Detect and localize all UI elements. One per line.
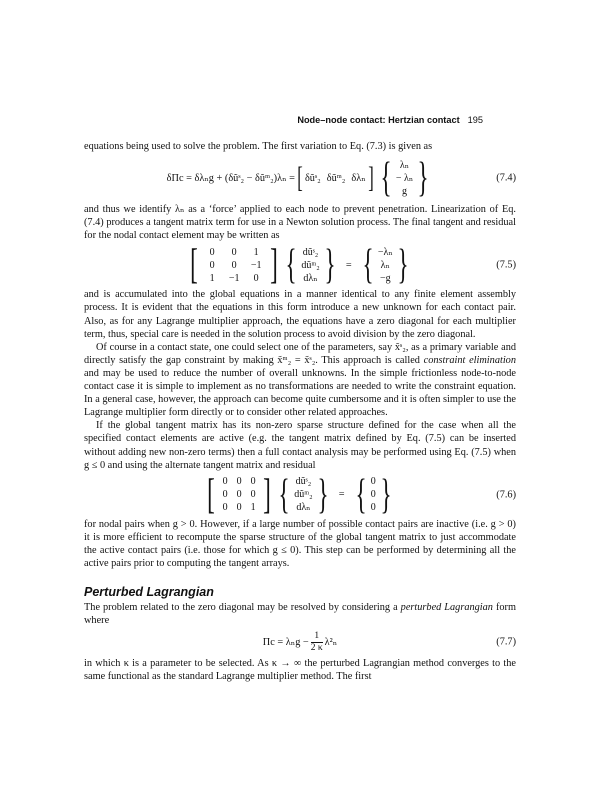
paragraph-2: and thus we identify λₙ as a ‘force’ applied to each node to prevent penetration. Linearization of Eq. (7.4) produces a tangent matrix term for use in a Newton solution process. The final tangent and residual for the nodal contact element may be written as [84,204,516,242]
eq76-m11: 0 [222,476,228,488]
eq75-m21: 0 [209,259,215,271]
eq77-number: (7.7) [496,636,516,648]
eq77-numerator: 1 [314,630,320,641]
eq75-r1: −λₙ [377,246,393,258]
text-column [84,140,516,684]
eq75-m31: 1 [209,272,215,284]
eq74-row-2: δũᵐ₂ [326,172,346,184]
running-head [297,114,483,127]
eq76-m12: 0 [236,476,242,488]
eq76-m23: 0 [250,489,256,501]
equation-7-5: [ 0 0 1 0 0 −1 1 −1 0 ] { dũˢ₂ dũᵐ₂ dλₙ } = { −λₙ λₙ −g } (7.5) [190,242,516,289]
eq76-m22: 0 [236,489,242,501]
eq75-m13: 1 [253,246,259,258]
paragraph-7-part-a: The problem related to the zero diagonal may be resolved by considering a [84,602,401,614]
eq75-m12: 0 [231,246,237,258]
eq75-rhs [378,246,393,285]
eq75-r3: −g [379,272,391,284]
paragraph-7-part-b: form where [84,602,516,627]
eq76-m33: 1 [250,502,256,514]
paragraph-7 [84,601,516,627]
eq77-denominator: 2 κ [310,642,323,653]
running-title: Node–node contact: Hertzian contact [297,115,460,125]
eq77-fraction [311,631,323,654]
equation-7-7 [84,627,516,657]
eq74-number: (7.4) [496,172,516,184]
eq76-matrix [218,475,260,514]
equation-7-6: [ 0 0 0 0 0 0 0 0 1 ] { dũˢ₂ dũᵐ₂ dλₙ } = { 0 0 0 } (7.6) [207,471,516,518]
eq74-row-1: δũˢ₂ [304,172,321,184]
eq75-r2: λₙ [380,259,390,271]
paragraph-1: equations being used to solve the problem. The first variation to Eq. (7.3) is given as [84,141,433,152]
eq76-r2: 0 [370,489,376,501]
paragraph-7-emphasis: perturbed Lagrangian [400,602,493,614]
eq75-m22: 0 [231,259,237,271]
eq76-m21: 0 [222,489,228,501]
eq74-column-vector [396,159,413,198]
paragraph-4-part-a: Of course in a contact state, one could select one of the parameters, say x̃ˢ₂, as a primary variable and directly satisfy the gap constraint by making x̃ᵐ₂ = x̃ˢ₂. This approach is called [84,341,516,366]
eq76-u3: dλₙ [296,502,311,514]
eq76-r1: 0 [370,476,376,488]
eq75-m33: 0 [253,272,259,284]
eq75-m23: −1 [250,259,262,271]
eq75-m11: 0 [209,246,215,258]
eq76-m31: 0 [222,502,228,514]
eq74-row-3: δλₙ [351,172,366,184]
eq75-u3: dλₙ [303,272,318,284]
section-title: Perturbed Lagrangian [84,585,214,600]
eq75-matrix [201,246,267,285]
eq76-rhs [371,475,376,514]
paragraph-4 [84,341,516,420]
eq76-u2: dũᵐ₂ [294,489,313,501]
eq74-col-2: − λₙ [395,172,414,184]
eq74-col-1: λₙ [399,159,410,171]
eq76-m13: 0 [250,476,256,488]
eq76-number: (7.6) [496,489,516,501]
eq77-tail: λ²ₙ [324,636,338,648]
eq75-unknowns [301,246,319,285]
eq75-m32: −1 [228,272,240,284]
paragraph-4-emphasis: constraint elimination [423,354,516,366]
paragraph-5: If the global tangent matrix has its non-zero sparse structure defined for the case when all the specified contact elements are active (e.g. the tangent matrix defined by Eq. (7.5) can be inserted without adding new non-zero terms) then a full contact analysis may be performed using Eq. (7.5) when g ≤ 0 and using the alternate tangent matrix and residual [84,420,516,471]
eq76-unknowns [294,475,312,514]
eq76-r3: 0 [370,502,376,514]
eq74-lhs: δΠc = δλₙg + (δũˢ₂ − δũᵐ₂)λₙ = [166,172,295,184]
eq74-col-3: g [401,185,407,197]
eq77-lhs: Πc = λₙg − [262,636,309,648]
eq76-m32: 0 [236,502,242,514]
equation-7-4: δΠc = δλₙg + (δũˢ₂ − δũᵐ₂)λₙ = [ δũˢ₂ δũᵐ₂ δλₙ ] { λₙ − λₙ g } (7.4) [166,155,516,202]
eq75-number: (7.5) [496,259,516,271]
paragraph-8: in which κ is a parameter to be selected. As κ → ∞ the perturbed Lagrangian method converges to the same functional as the standard Lagrange multiplier method. The first [84,658,516,683]
eq76-u1: dũˢ₂ [295,476,312,488]
paragraph-3: and is accumulated into the global equations in a manner identical to any finite element assembly process. It is evident that the equations in this form introduce a new unknown for each contact pair. Also, as for any Lagrange multiplier approach, the equations have a zero diagonal for each multiplier term, thus, special care is needed in the solution process to avoid division by the zero diagonal. [84,289,516,340]
page-number: 195 [467,115,483,125]
paragraph-6: for nodal pairs when g > 0. However, if a large number of possible contact pairs are inactive (i.e. g > 0) it is more efficient to recompute the sparse structure of the global tangent matrix to just accommodate the active contact pairs (i.e. those for which g ≤ 0). This step can be performed by determining all the active pairs prior to computing the tangent arrays. [84,518,516,569]
eq75-u2: dũᵐ₂ [301,259,320,271]
paragraph-4-part-b: and may be used to reduce the number of overall unknowns. In the simple frictionless node-to-node contact case it is simple to implement as no transformations are needed to write the constraint equation. In a general case, however, the approach can become quite cumbersome and it is often simpler to use the Lagrange multiplier form directly or to consider other related approaches. [84,367,516,419]
eq75-u1: dũˢ₂ [302,246,319,258]
